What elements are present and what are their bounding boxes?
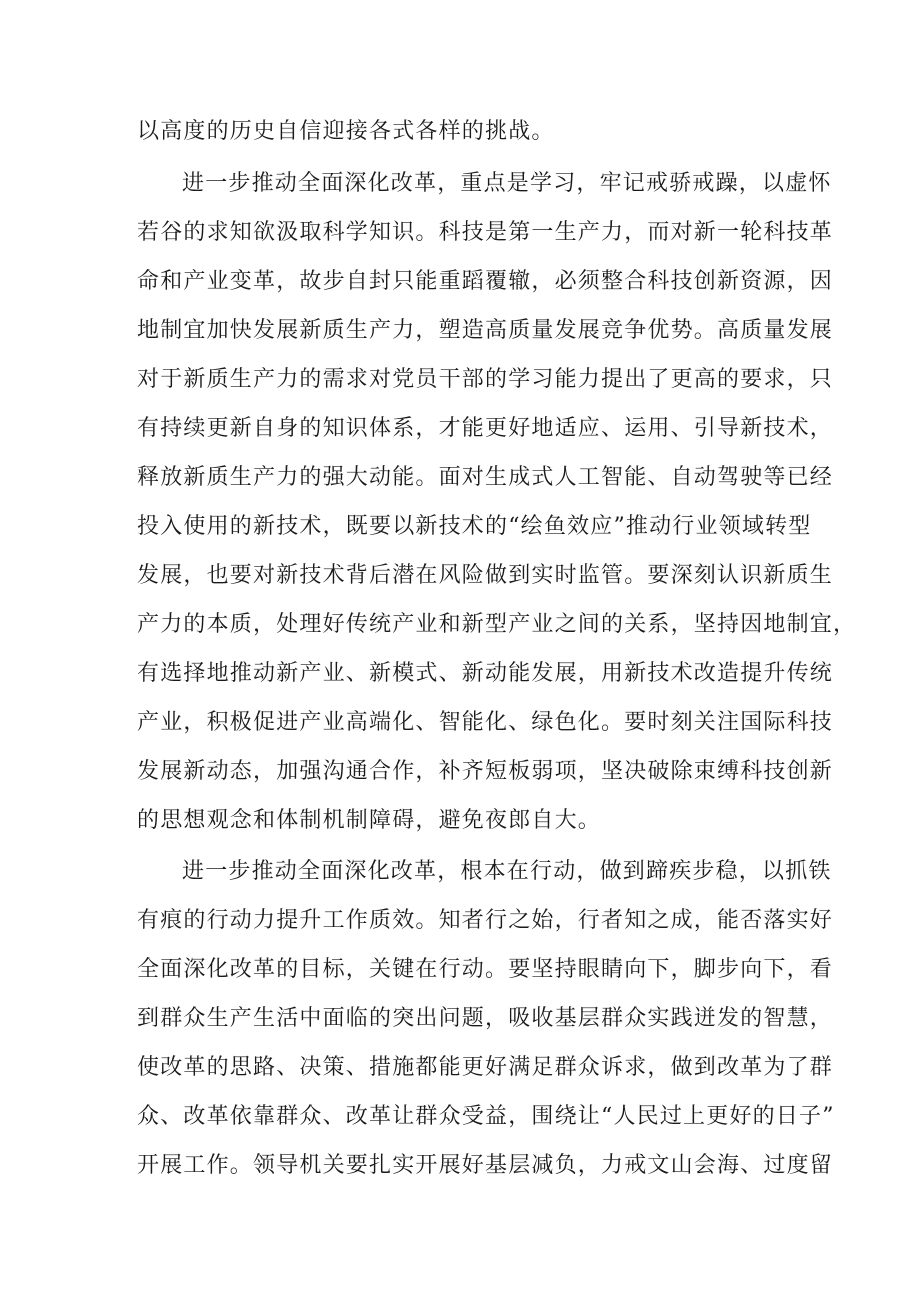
- text-line: 释放新质生产力的强大动能。面对生成式人工智能、自动驾驶等已经: [137, 465, 834, 490]
- text-line: 地制宜加快发展新质生产力，塑造高质量发展竞争优势。高质量发展: [137, 318, 834, 343]
- text-line: 的思想观念和体制机制障碍，避免夜郎自大。: [137, 808, 602, 833]
- text-line: 有持续更新自身的知识体系，才能更好地适应、运用、引导新技术，: [137, 416, 834, 441]
- text-line: 全面深化改革的目标，关键在行动。要坚持眼睛向下，脚步向下，看: [137, 957, 834, 982]
- text-line: 使改革的思路、决策、措施都能更好满足群众诉求，做到改革为了群: [137, 1055, 834, 1080]
- text-line: 发展，也要对新技术背后潜在风险做到实时监管。要深刻认识新质生: [137, 563, 834, 588]
- text-line: 到群众生产生活中面临的突出问题，吸收基层群众实践迸发的智慧，: [137, 1006, 834, 1031]
- text-line: 以高度的历史自信迎接各式各样的挑战。: [137, 119, 555, 144]
- text-line: 投入使用的新技术，既要以新技术的“绘鱼效应”推动行业领域转型: [137, 514, 812, 539]
- text-line: 命和产业变革，故步自封只能重蹈覆辙，必须整合科技创新资源，因: [137, 269, 834, 294]
- paragraph-start-line: 进一步推动全面深化改革，重点是学习，牢记戒骄戒躁，以虚怀: [182, 171, 832, 196]
- text-line: 众、改革依靠群众、改革让群众受益，围绕让“人民过上更好的日子”: [137, 1104, 835, 1129]
- text-line: 开展工作。领导机关要扎实开展好基层减负，力戒文山会海、过度留: [137, 1153, 834, 1178]
- text-line: 有痕的行动力提升工作质效。知者行之始，行者知之成，能否落实好: [137, 908, 834, 933]
- text-line: 发展新动态，加强沟通合作，补齐短板弱项，坚决破除束缚科技创新: [137, 759, 834, 784]
- paragraph-start-line: 进一步推动全面深化改革，根本在行动，做到蹄疾步稳，以抓铁: [182, 859, 832, 884]
- text-line: 产业，积极促进产业高端化、智能化、绿色化。要时刻关注国际科技: [137, 710, 834, 735]
- text-line: 有选择地推动新产业、新模式、新动能发展，用新技术改造提升传统: [137, 661, 834, 686]
- text-line: 对于新质生产力的需求对党员干部的学习能力提出了更高的要求，只: [137, 367, 834, 392]
- text-line: 产力的本质，处理好传统产业和新型产业之间的关系，坚持因地制宜，: [137, 612, 857, 637]
- text-line: 若谷的求知欲汲取科学知识。科技是第一生产力，而对新一轮科技革: [137, 220, 834, 245]
